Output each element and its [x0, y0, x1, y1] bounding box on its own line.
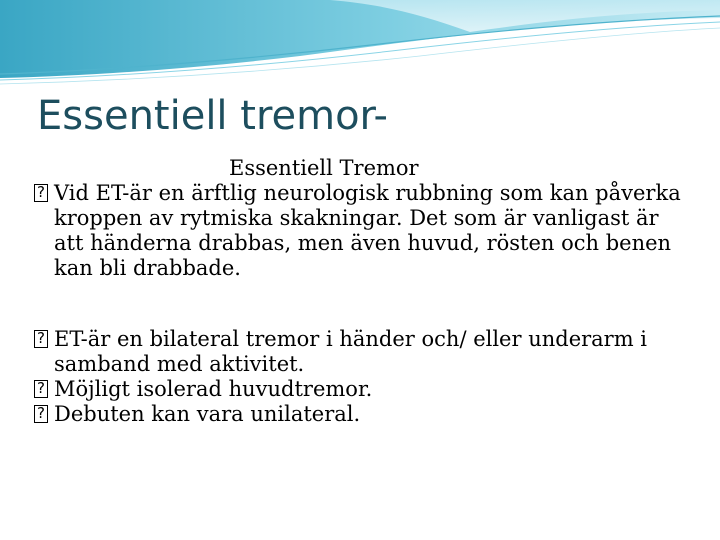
subheading: Essentiell Tremor [229, 156, 419, 180]
slide-title: Essentiell tremor- [37, 93, 388, 139]
bullet-item [34, 402, 694, 427]
slide-body [34, 156, 694, 427]
bullet-text: Möjligt isolerad huvudtremor. [54, 377, 373, 401]
header-wave-decoration [0, 0, 720, 90]
bullet-list [34, 181, 694, 427]
bullet-text: Vid ET-är en ärftlig neurologisk rubbning som kan påverka kroppen av rytmiska skakningar. Det som är vanligast är att händerna drabbas, men även huvud, rösten och benen kan bli drabbade. [54, 181, 681, 280]
bullet-text: Debuten kan vara unilateral. [54, 402, 361, 426]
bullet-text: ET-är en bilateral tremor i händer och/ eller underarm i samband med aktivitet. [54, 327, 648, 376]
missing-glyph-icon: ? [34, 405, 48, 423]
missing-glyph-icon: ? [34, 184, 48, 202]
missing-glyph-icon: ? [34, 380, 48, 398]
bullet-item [34, 377, 694, 402]
missing-glyph-icon: ? [34, 330, 48, 348]
bullet-item [34, 181, 694, 281]
bullet-item [34, 327, 694, 377]
